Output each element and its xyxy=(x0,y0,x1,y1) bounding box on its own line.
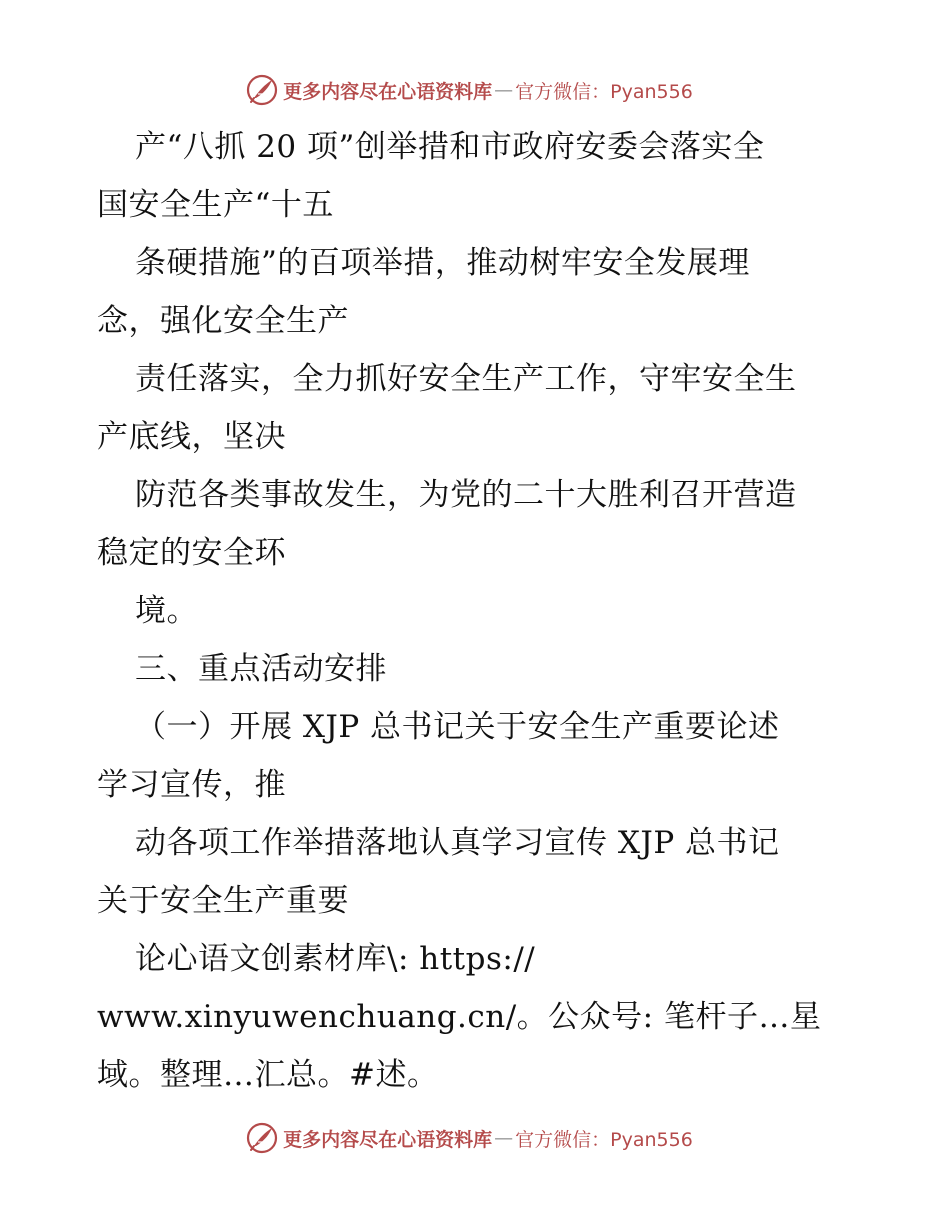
body-line: 国安全生产“十五 xyxy=(97,187,334,223)
header-watermark xyxy=(0,70,950,110)
document-body xyxy=(97,118,857,1104)
body-line: 条硬措施”的百项举措，推动树牢安全发展理 xyxy=(135,245,750,281)
feather-logo-icon xyxy=(245,1121,279,1155)
watermark-group xyxy=(245,73,693,107)
watermark-contact-text: 官方微信：Pyan556 xyxy=(515,80,693,103)
body-line: www.xinyuwenchuang.cn/。公众号: 笔杆子…星 xyxy=(97,999,822,1035)
watermark-dash: — xyxy=(494,79,514,101)
watermark-dash: — xyxy=(494,1127,514,1149)
footer-watermark xyxy=(0,1118,950,1158)
section-heading: 三、重点活动安排 xyxy=(135,651,387,687)
watermark-contact-text: 官方微信：Pyan556 xyxy=(515,1128,693,1151)
body-line: 念，强化安全生产 xyxy=(97,303,349,339)
subsection-heading: （一）开展 XJP 总书记关于安全生产重要论述 xyxy=(135,709,780,745)
body-line: 域。整理…汇总。#述。 xyxy=(97,1057,439,1093)
body-line: 论心语文创素材库\: https:// xyxy=(135,941,536,977)
watermark-group xyxy=(245,1121,693,1155)
watermark-brand-text: 更多内容尽在心语资料库 xyxy=(283,1128,493,1151)
body-line: 境。 xyxy=(135,593,198,629)
body-line: 产底线，坚决 xyxy=(97,419,286,455)
feather-logo-icon xyxy=(245,73,279,107)
body-line: 学习宣传，推 xyxy=(97,767,286,803)
body-line: 动各项工作举措落地认真学习宣传 XJP 总书记 xyxy=(135,825,780,861)
body-line: 稳定的安全环 xyxy=(97,535,286,571)
body-line: 防范各类事故发生，为党的二十大胜利召开营造 xyxy=(135,477,797,513)
watermark-brand-text: 更多内容尽在心语资料库 xyxy=(283,80,493,103)
body-line: 产“八抓 20 项”创举措和市政府安委会落实全 xyxy=(135,129,765,165)
body-line: 责任落实，全力抓好安全生产工作，守牢安全生 xyxy=(135,361,797,397)
body-line: 关于安全生产重要 xyxy=(97,883,349,919)
